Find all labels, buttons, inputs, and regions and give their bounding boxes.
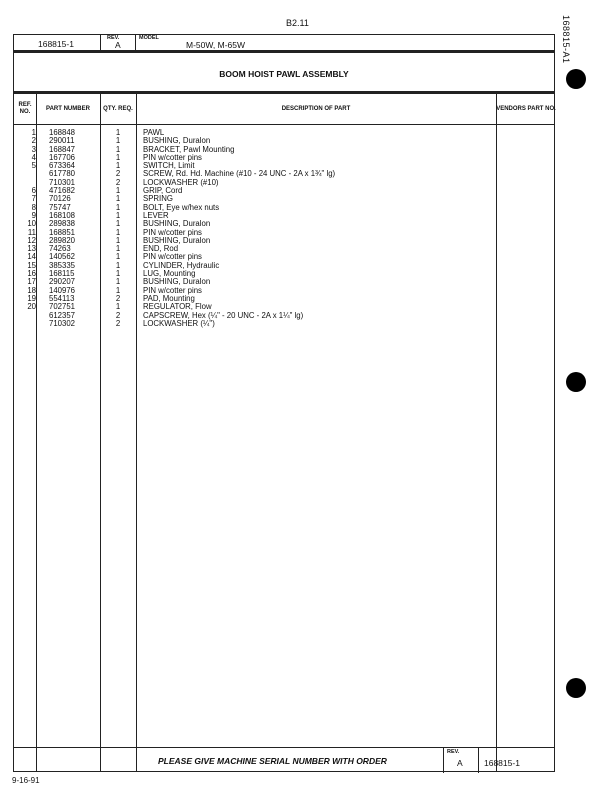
ref-number: 5 — [31, 161, 36, 171]
table-row — [14, 278, 554, 286]
description: CAPSCREW, Hex (¼" - 20 UNC - 2A x 1¼" lg) — [143, 310, 304, 320]
footer-rev-label: REV. — [447, 749, 460, 755]
ref-number: 20 — [27, 302, 36, 312]
ref-number: 19 — [27, 293, 36, 303]
header-model-cell — [136, 35, 556, 50]
header-rev-label: REV. — [107, 35, 120, 41]
parts-table — [13, 92, 555, 772]
quantity: 2 — [115, 169, 121, 179]
table-row — [14, 212, 554, 220]
ref-number: 9 — [31, 210, 36, 220]
header-rev-value: A — [115, 40, 121, 50]
assembly-title: BOOM HOIST PAWL ASSEMBLY — [219, 69, 349, 79]
description: BUSHING, Duralon — [143, 136, 211, 146]
description: PAWL — [143, 128, 165, 137]
quantity: 2 — [115, 318, 121, 328]
part-number: 385335 — [49, 260, 76, 270]
quantity: 1 — [115, 144, 121, 154]
part-number: 290207 — [49, 277, 76, 287]
description: BUSHING, Duralon — [143, 235, 211, 245]
part-number: 710301 — [49, 177, 76, 187]
table-row — [14, 270, 554, 278]
description: SPRING — [143, 194, 173, 204]
table-row — [14, 295, 554, 303]
quantity: 1 — [115, 302, 121, 312]
header-rev-cell — [101, 35, 136, 50]
quantity: 2 — [115, 310, 121, 320]
ref-number: 7 — [31, 194, 36, 204]
part-number: 167706 — [49, 152, 76, 162]
binder-hole-middle — [566, 372, 586, 392]
quantity: 2 — [115, 293, 121, 303]
table-row — [14, 253, 554, 261]
table-row — [14, 195, 554, 203]
table-row — [14, 179, 554, 187]
quantity: 1 — [115, 252, 121, 262]
description: REGULATOR, Flow — [143, 302, 212, 312]
quantity: 1 — [115, 194, 121, 204]
ref-number: 14 — [27, 252, 36, 262]
quantity: 1 — [115, 260, 121, 270]
part-number: 289838 — [49, 219, 76, 229]
description: SCREW, Rd. Hd. Machine (#10 - 24 UNC - 2A x 1¾" lg) — [143, 169, 336, 179]
ref-number: 6 — [31, 186, 36, 196]
ref-number: 18 — [27, 285, 36, 295]
ref-number: 13 — [27, 244, 36, 254]
quantity: 1 — [115, 128, 121, 137]
header-rule — [14, 124, 554, 125]
quantity: 1 — [115, 244, 121, 254]
ref-number: 16 — [27, 269, 36, 279]
ref-number: 8 — [31, 202, 36, 212]
serial-number-notice: PLEASE GIVE MACHINE SERIAL NUMBER WITH ORDER — [158, 756, 387, 766]
footer-strip — [13, 747, 555, 773]
binder-hole-top — [566, 69, 586, 89]
table-row — [14, 146, 554, 154]
table-row — [14, 262, 554, 270]
footer-rev-cell — [443, 748, 479, 773]
description: BUSHING, Duralon — [143, 277, 211, 287]
table-row — [14, 170, 554, 178]
revision-date: 9-16-91 — [12, 776, 40, 785]
ref-number: 3 — [31, 144, 36, 154]
quantity: 2 — [115, 177, 121, 187]
description: GRIP, Cord — [143, 186, 183, 196]
description: LEVER — [143, 210, 169, 220]
part-number: 617780 — [49, 169, 76, 179]
column-header-qty: QTY. REQ. — [103, 105, 133, 112]
table-row — [14, 245, 554, 253]
quantity: 1 — [115, 210, 121, 220]
description: LOCKWASHER (#10) — [143, 177, 219, 187]
part-number: 168847 — [49, 144, 76, 154]
description: CYLINDER, Hydraulic — [143, 260, 220, 270]
side-document-code: 168815-A1 — [561, 15, 571, 64]
description: LOCKWASHER (¼") — [143, 318, 215, 328]
table-row — [14, 287, 554, 295]
quantity: 1 — [115, 186, 121, 196]
part-number: 168108 — [49, 210, 76, 220]
header-strip — [13, 34, 555, 51]
description: PIN w/cotter pins — [143, 252, 202, 262]
table-row — [14, 187, 554, 195]
table-row — [14, 237, 554, 245]
quantity: 1 — [115, 202, 121, 212]
part-number: 168851 — [49, 227, 76, 237]
ref-number: 2 — [31, 136, 36, 146]
part-number: 140976 — [49, 285, 76, 295]
table-row — [14, 154, 554, 162]
description: PIN w/cotter pins — [143, 227, 202, 237]
description: BOLT, Eye w/hex nuts — [143, 202, 220, 212]
page-number: B2.11 — [286, 18, 309, 28]
column-header-ref: REF. NO. — [18, 102, 32, 115]
table-row — [14, 137, 554, 145]
part-number: 554113 — [49, 293, 75, 303]
table-row — [14, 204, 554, 212]
header-doc-cell — [14, 35, 101, 50]
part-number: 140562 — [49, 252, 76, 262]
quantity: 1 — [115, 227, 121, 237]
quantity: 1 — [115, 235, 121, 245]
quantity: 1 — [115, 136, 121, 146]
part-number: 612357 — [49, 310, 76, 320]
quantity: 1 — [115, 285, 121, 295]
description: PIN w/cotter pins — [143, 285, 202, 295]
table-row — [14, 320, 554, 328]
table-row — [14, 220, 554, 228]
binder-hole-bottom — [566, 678, 586, 698]
part-number: 673364 — [49, 161, 76, 171]
column-header-vendor: VENDORS PART NO. — [496, 105, 556, 112]
part-number: 75747 — [49, 202, 71, 212]
ref-number: 4 — [31, 152, 36, 162]
ref-number: 12 — [27, 235, 36, 245]
column-header-part: PART NUMBER — [46, 105, 90, 112]
description: END, Rod — [143, 244, 179, 254]
description: PAD, Mounting — [143, 293, 195, 303]
part-number: 289820 — [49, 235, 76, 245]
footer-rev-value: A — [457, 758, 463, 768]
quantity: 1 — [115, 219, 121, 229]
header-model-value: M-50W, M-65W — [186, 40, 246, 50]
description: LUG, Mounting — [143, 269, 196, 279]
part-number: 74263 — [49, 244, 71, 254]
ref-number: 17 — [27, 277, 36, 287]
description: BRACKET, Pawl Mounting — [143, 144, 235, 154]
description: SWITCH, Limit — [143, 161, 195, 171]
header-doc-number: 168815-1 — [38, 39, 74, 49]
footer-doc-number: 168815-1 — [484, 758, 520, 768]
column-header-description: DESCRIPTION OF PART — [281, 105, 351, 112]
quantity: 1 — [115, 277, 121, 287]
ref-number: 11 — [27, 227, 36, 237]
description: PIN w/cotter pins — [143, 152, 202, 162]
part-number: 290011 — [49, 136, 75, 146]
quantity: 1 — [115, 152, 121, 162]
quantity: 1 — [115, 161, 121, 171]
header-model-label: MODEL — [139, 35, 159, 41]
part-number: 471682 — [49, 186, 76, 196]
part-number: 702751 — [49, 302, 76, 312]
description: BUSHING, Duralon — [143, 219, 211, 229]
ref-number: 1 — [31, 128, 36, 137]
part-number: 168115 — [49, 269, 75, 279]
title-box — [13, 51, 555, 92]
quantity: 1 — [115, 269, 121, 279]
ref-number: 15 — [27, 260, 36, 270]
table-row — [14, 129, 554, 137]
table-row — [14, 312, 554, 320]
parts-rows — [14, 129, 554, 328]
table-row — [14, 229, 554, 237]
part-number: 168848 — [49, 128, 76, 137]
part-number: 70126 — [49, 194, 71, 204]
part-number: 710302 — [49, 318, 76, 328]
ref-number: 10 — [27, 219, 36, 229]
